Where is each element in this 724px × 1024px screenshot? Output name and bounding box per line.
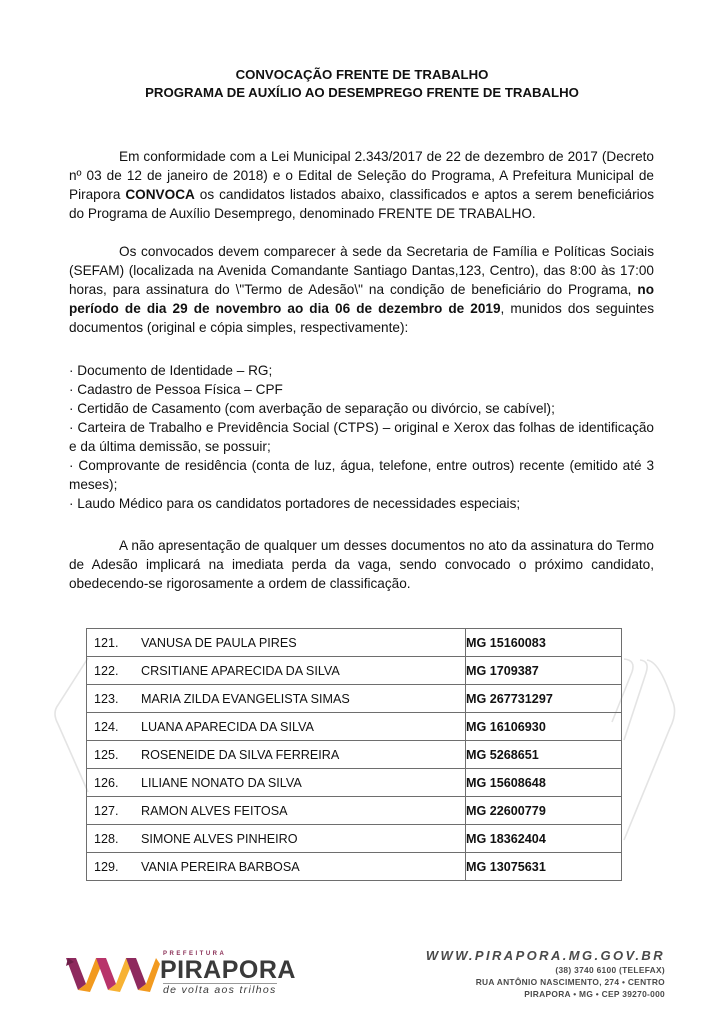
table-row: [87, 685, 622, 713]
address-text: RUA ANTÔNIO NASCIMENTO, 274 • CENTRO: [475, 977, 665, 987]
candidate-cell: [87, 685, 466, 713]
candidate-rg: MG 13075631: [466, 853, 622, 881]
candidate-cell: [87, 797, 466, 825]
document-item: · Laudo Médico para os candidatos portadores de necessidades especiais;: [69, 496, 521, 511]
period-bold-text: no período de dia 29 de novembro ao dia 06 de dezembro de 2019: [69, 282, 654, 316]
document-subtitle: PROGRAMA DE AUXÍLIO AO DESEMPREGO FRENTE DE TRABALHO: [145, 85, 579, 100]
instructions-paragraph: [69, 242, 654, 337]
website-link[interactable]: WWW.PIRAPORA.MG.GOV.BR: [425, 948, 665, 963]
logo-tagline: de volta aos trilhos: [163, 984, 277, 996]
candidate-number: 122.: [94, 663, 119, 678]
candidate-number: 129.: [94, 859, 119, 874]
candidate-rg: MG 5268651: [466, 741, 622, 769]
candidate-rg: MG 1709387: [466, 657, 622, 685]
instructions-text-end: , munidos dos seguintes documentos (original e cópia simples, respectivamente):: [69, 301, 654, 335]
candidate-rg: MG 18362404: [466, 825, 622, 853]
document-item: · Certidão de Casamento (com averbação de separação ou divórcio, se cabível);: [69, 401, 555, 416]
candidate-rg: MG 267731297: [466, 685, 622, 713]
table-row: [87, 797, 622, 825]
intro-text-end: os candidatos listados abaixo, classificados e aptos a serem beneficiários do Programa de Auxílio Desemprego, denominado FRENTE DE TRABALHO.: [69, 187, 654, 221]
table-row: [87, 629, 622, 657]
candidate-rg: MG 15160083: [466, 629, 622, 657]
candidate-number: 128.: [94, 831, 119, 846]
candidate-name: VANIA PEREIRA BARBOSA: [141, 859, 300, 874]
document-item: · Comprovante de residência (conta de luz, água, telefone, entre outros) recente (emitido até 3 meses);: [69, 458, 654, 492]
candidate-cell: [87, 769, 466, 797]
table-row: [87, 769, 622, 797]
document-title: CONVOCAÇÃO FRENTE DE TRABALHO: [235, 67, 489, 82]
logo-prefeitura-text: PREFEITURA: [163, 951, 227, 957]
intro-bold-text: CONVOCA: [125, 187, 195, 202]
candidate-name: MARIA ZILDA EVANGELISTA SIMAS: [141, 691, 350, 706]
table-row: [87, 741, 622, 769]
footer-contact: [426, 948, 665, 1000]
phone-text: (38) 3740 6100 (TELEFAX): [555, 965, 665, 975]
candidate-name: RAMON ALVES FEITOSA: [141, 803, 288, 818]
candidate-rg: MG 15608648: [466, 769, 622, 797]
candidate-number: 123.: [94, 691, 119, 706]
required-documents-list: [69, 361, 654, 513]
table-row: [87, 853, 622, 881]
candidate-number: 121.: [94, 635, 119, 650]
candidate-number: 125.: [94, 747, 119, 762]
candidate-name: VANUSA DE PAULA PIRES: [141, 635, 297, 650]
candidate-cell: [87, 629, 466, 657]
city-text: PIRAPORA • MG • CEP 39270-000: [524, 989, 665, 999]
candidate-name: ROSENEIDE DA SILVA FERREIRA: [141, 747, 340, 762]
document-item: · Carteira de Trabalho e Previdência Social (CTPS) – original e Xerox das folhas de identificação e da última demissão, se possuir;: [69, 420, 654, 454]
candidate-cell: [87, 713, 466, 741]
candidate-cell: [87, 741, 466, 769]
candidate-number: 124.: [94, 719, 119, 734]
candidate-number: 127.: [94, 803, 119, 818]
candidate-number: 126.: [94, 775, 119, 790]
candidate-cell: [87, 825, 466, 853]
instructions-text: Os convocados devem comparecer à sede da Secretaria de Família e Políticas Sociais (SEFAM) (localizada na Avenida Comandante Santiago Dantas,123, Centro), das 8:00 às 17:00 horas, para assinatura do \"Termo de Adesão\" na condição de beneficiário do Programa,: [69, 244, 654, 297]
warning-paragraph: [69, 536, 654, 593]
candidate-name: LUANA APARECIDA DA SILVA: [141, 719, 314, 734]
candidate-rg: MG 16106930: [466, 713, 622, 741]
candidate-cell: [87, 657, 466, 685]
candidate-rg: MG 22600779: [466, 797, 622, 825]
table-row: [87, 657, 622, 685]
warning-text: A não apresentação de qualquer um desses documentos no ato da assinatura do Termo de Adesão implicará na imediata perda da vaga, sendo convocado o próximo candidato, obedecendo-se rigorosamente a ordem de classificação.: [69, 538, 654, 591]
logo-city-name: PIRAPORA: [160, 956, 296, 984]
candidates-table: [86, 628, 622, 881]
intro-text: Em conformidade com a Lei Municipal 2.343/2017 de 22 de dezembro de 2017 (Decreto nº 03 de 12 de janeiro de 2018) e o Edital de Seleção do Programa, A Prefeitura Municipal de Pirapora: [69, 149, 654, 202]
table-row: [87, 825, 622, 853]
document-item: · Documento de Identidade – RG;: [69, 363, 273, 378]
candidate-name: LILIANE NONATO DA SILVA: [141, 775, 302, 790]
candidate-cell: [87, 853, 466, 881]
intro-paragraph: [69, 147, 654, 223]
table-row: [87, 713, 622, 741]
candidate-name: SIMONE ALVES PINHEIRO: [141, 831, 298, 846]
candidate-name: CRSITIANE APARECIDA DA SILVA: [141, 663, 340, 678]
document-item: · Cadastro de Pessoa Física – CPF: [69, 382, 283, 397]
